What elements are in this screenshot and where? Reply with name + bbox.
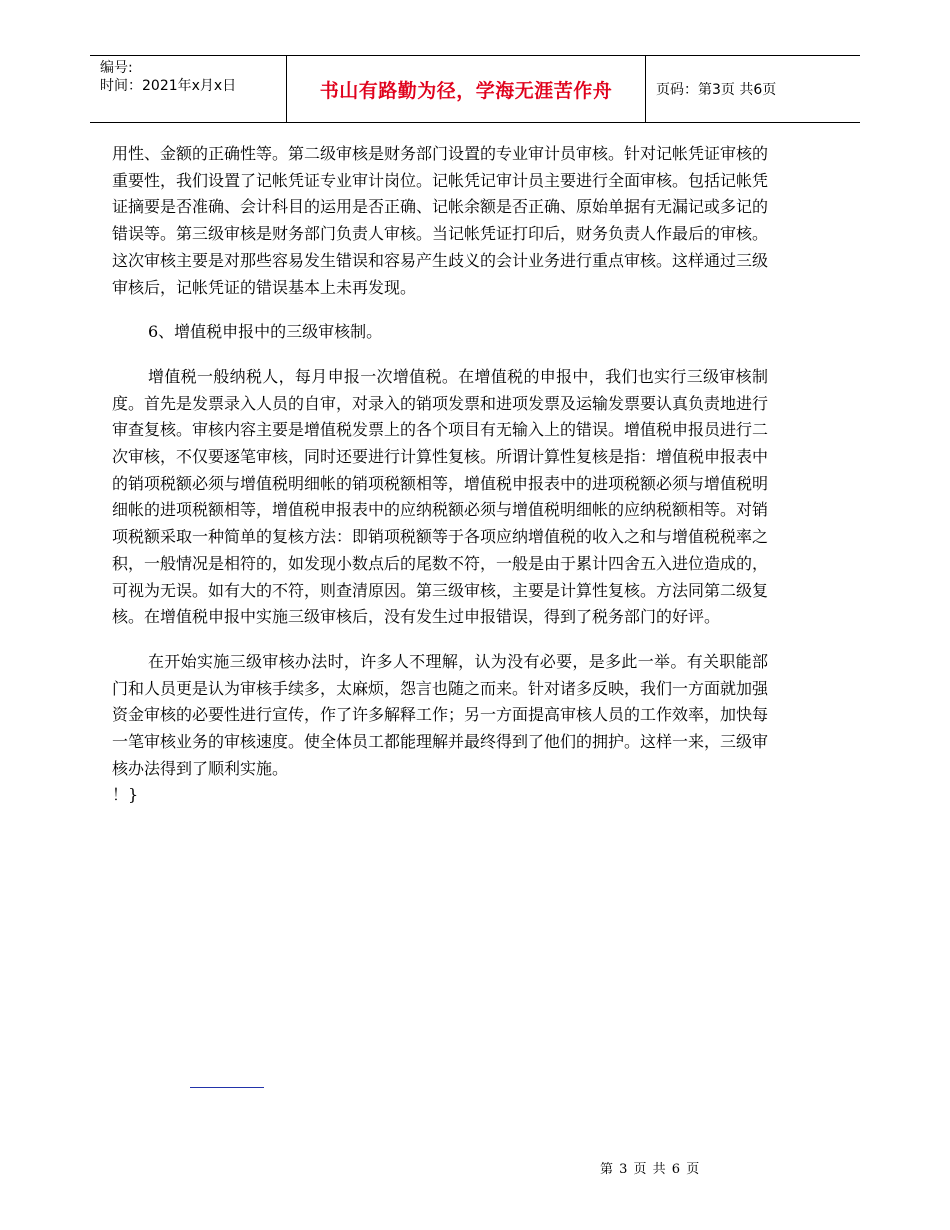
footnote-separator: [190, 1087, 264, 1088]
header-meta: [90, 56, 286, 122]
page-footer: 第 3 页 共 6 页: [600, 1162, 701, 1177]
header-motto-cell: [286, 56, 646, 122]
paragraph-1: 用性、金额的正确性等。第二级审核是财务部门设置的专业审计员审核。针对记帐凭证审核的重要性，我们设置了记帐凭证专业审计岗位。记帐凭记审计员主要进行全面审核。包括记帐凭证摘要是否准确、会计科目的运用是否正确、记帐余额是否正确、原始单据有无漏记或多记的错误等。第三级审核是财务部门负责人审核。当记帐凭证打印后，财务负责人作最后的审核。这次审核主要是对那些容易发生错误和容易产生歧义的会计业务进行重点审核。这样通过三级审核后，记帐凭证的错误基本上未再发现。: [112, 144, 769, 297]
section-heading-6: 6、增值税申报中的三级审核制。: [148, 322, 383, 342]
trailing-stub: ！}: [112, 785, 139, 805]
paragraph-3: 在开始实施三级审核办法时，许多人不理解，认为没有必要，是多此一举。有关职能部门和人员更是认为审核手续多，太麻烦，怨言也随之而来。针对诸多反映，我们一方面就加强资金审核的必要性进行宣传，作了许多解释工作；另一方面提高审核人员的工作效率，加快每一笔审核业务的审核速度。使全体员工都能理解并最终得到了他们的拥护。这样一来，三级审核办法得到了顺利实施。: [112, 651, 769, 778]
document-time-label: 时间：2021年x月x日: [100, 78, 237, 94]
page-header: [90, 55, 860, 123]
header-page-info: 页码：第3页 共6页: [656, 82, 777, 98]
paragraph-2: 增值税一般纳税人，每月申报一次增值税。在增值税的申报中，我们也实行三级审核制度。首先是发票录入人员的自审，对录入的销项发票和进项发票及运输发票要认真负责地进行审查复核。审核内容主要是增值税发票上的各个项目有无输入上的错误。增值税申报员进行二次审核，不仅要逐笔审核，同时还要进行计算性复核。所谓计算性复核是指：增值税申报表中的销项税额必须与增值税明细帐的销项税额相等，增值税申报表中的进项税额必须与增值税明细帐的进项税额相等，增值税申报表中的应纳税额必须与增值税明细帐的应纳税额相等。对销项税额采取一种简单的复核方法：即销项税额等于各项应纳增值税的收入之和与增值税税率之积，一般情况是相符的，如发现小数点后的尾数不符，一般是由于累计四舍五入进位造成的，可视为无误。如有大的不符，则查清原因。第三级审核，主要是计算性复核。方法同第二级复核。在增值税申报中实施三级审核后，没有发生过申报错误，得到了税务部门的好评。: [112, 366, 769, 627]
header-motto: 书山有路勤为径，学海无涯苦作舟: [319, 79, 613, 102]
document-body: [112, 141, 768, 808]
document-number-label: 编号:: [100, 60, 133, 76]
